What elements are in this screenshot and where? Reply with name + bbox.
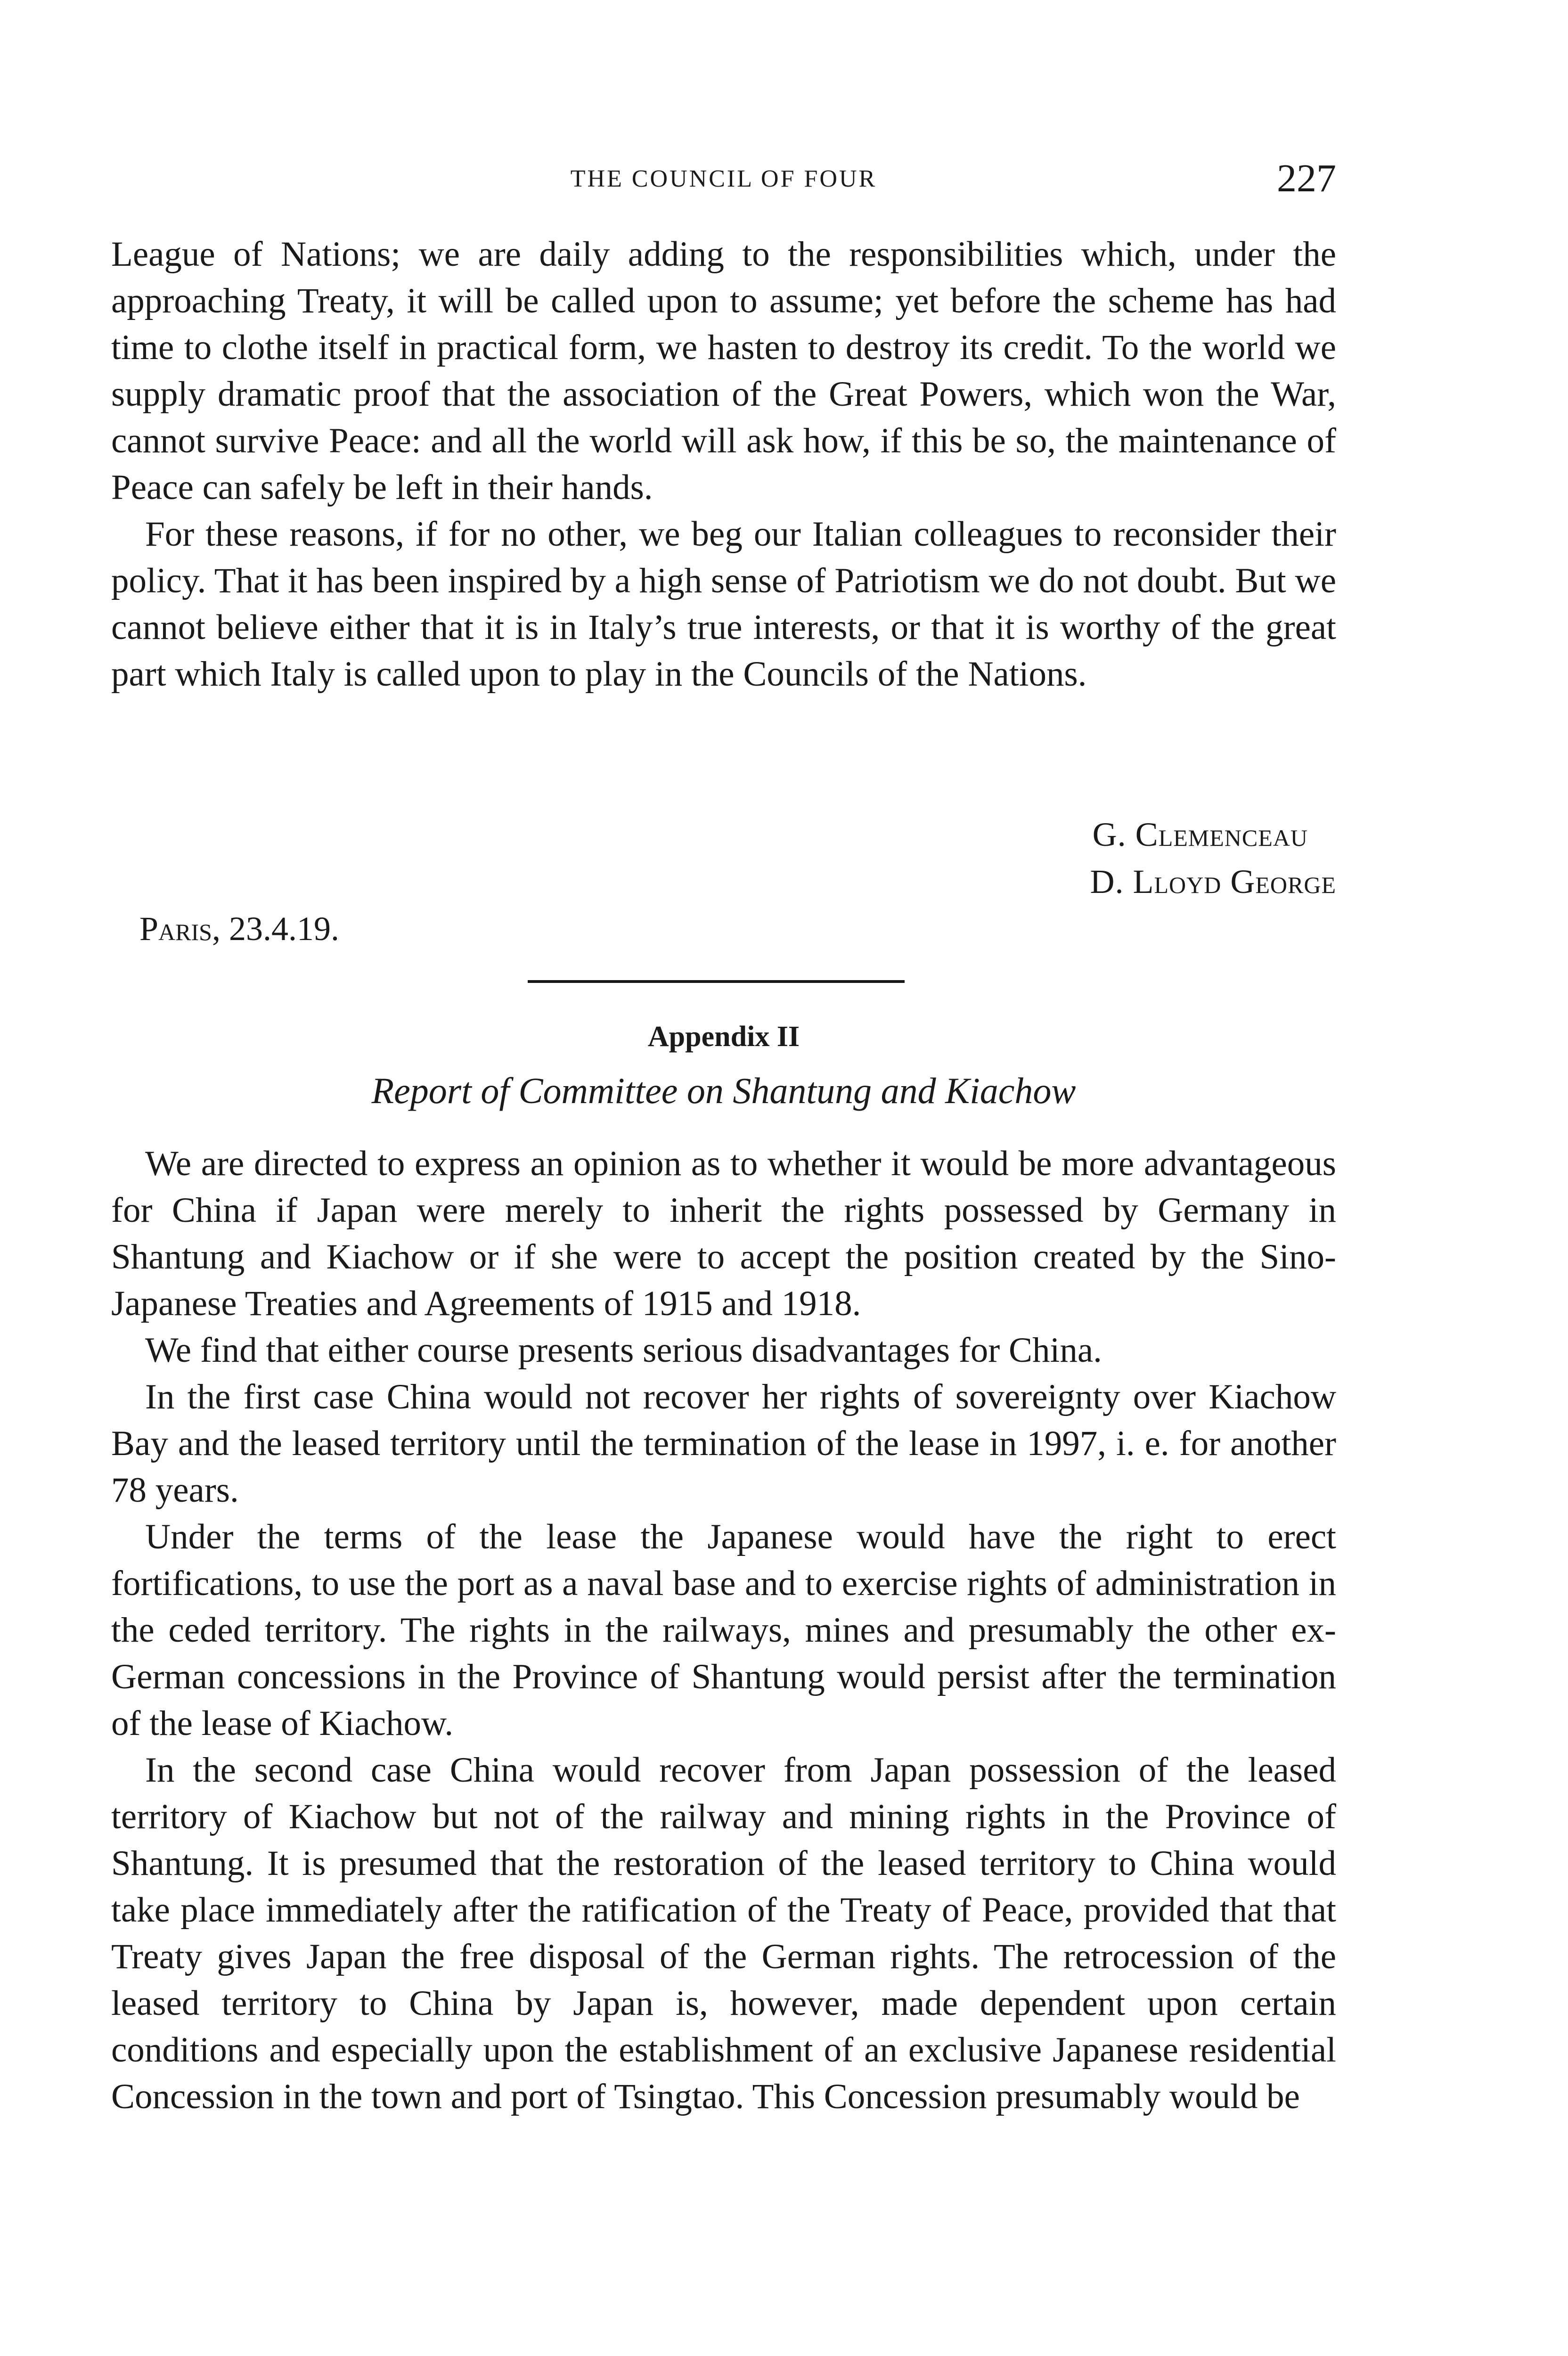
appendix-subheading: Report of Committee on Shantung and Kiachow xyxy=(371,1070,1076,1111)
appendix-paragraph-2: We find that either course presents serious disadvantages for China. xyxy=(145,1331,1102,1370)
appendix-paragraph-4: Under the terms of the lease the Japanese would have the right to erect fortifications, to use the port as a naval base and to exercise rights of administration in the ceded territory. The rights in the railways, mines and presumably the other ex-German concessions in the Province of Shantung would persist after the termination of the lease of Kiachow. xyxy=(111,1517,1336,1743)
appendix-paragraph-1: We are directed to express an opinion as to whether it would be more advantageous for China if Japan were merely to inherit the rights possessed by Germany in Shantung and Kiachow or if she were to accept the position created by the Sino-Japanese Treaties and Agreements of 1915 and 1918. xyxy=(111,1144,1336,1323)
signature-clemenceau: G. Clemenceau xyxy=(1092,816,1308,853)
running-title: THE COUNCIL OF FOUR xyxy=(570,165,877,192)
page-number: 227 xyxy=(1277,156,1336,200)
running-head xyxy=(111,155,1336,207)
letter-body xyxy=(111,231,1336,697)
signature-block xyxy=(111,815,1336,966)
signature-lloyd-george: D. Lloyd George xyxy=(1090,863,1336,900)
section-divider xyxy=(528,980,905,983)
appendix-paragraph-5: In the second case China would recover from Japan possession of the leased territory of Kiachow but not of the railway and mining rights in the Province of Shantung. It is presumed that the restoration of the leased territory to China would take place immediately after the ratification of the Treaty of Peace, provided that that Treaty gives Japan the free disposal of the German rights. The retrocession of the leased territory to China by Japan is, however, made dependent upon certain conditions and especially upon the establishment of an exclusive Japanese residential Concession in the town and port of Tsingtao. This Concession presumably would be xyxy=(111,1751,1336,2116)
letter-paragraph-2: For these reasons, if for no other, we beg our Italian colleagues to reconsider their policy. That it has been inspired by a high sense of Patriotism we do not doubt. But we cannot believe either that it is in Italy’s true interests, or that it is worthy of the great part which Italy is called upon to play in the Councils of the Nations. xyxy=(111,515,1336,694)
appendix-paragraph-3: In the first case China would not recover her rights of sovereignty over Kiachow Bay and the leased territory until the termination of the lease in 1997, i. e. for another 78 years. xyxy=(111,1377,1336,1510)
appendix-body xyxy=(111,1140,1336,2120)
letter-paragraph-1: League of Nations; we are daily adding to the responsibilities which, under the approaching Treaty, it will be called upon to assume; yet before the scheme has had time to clothe itself in practical form, we hasten to destroy its credit. To the world we supply dramatic proof that the association of the Great Powers, which won the War, cannot survive Peace: and all the world will ask how, if this be so, the maintenance of Peace can safely be left in their hands. xyxy=(111,235,1336,507)
dateline: Paris, 23.4.19. xyxy=(139,910,339,948)
appendix-heading: Appendix II xyxy=(647,1021,800,1053)
